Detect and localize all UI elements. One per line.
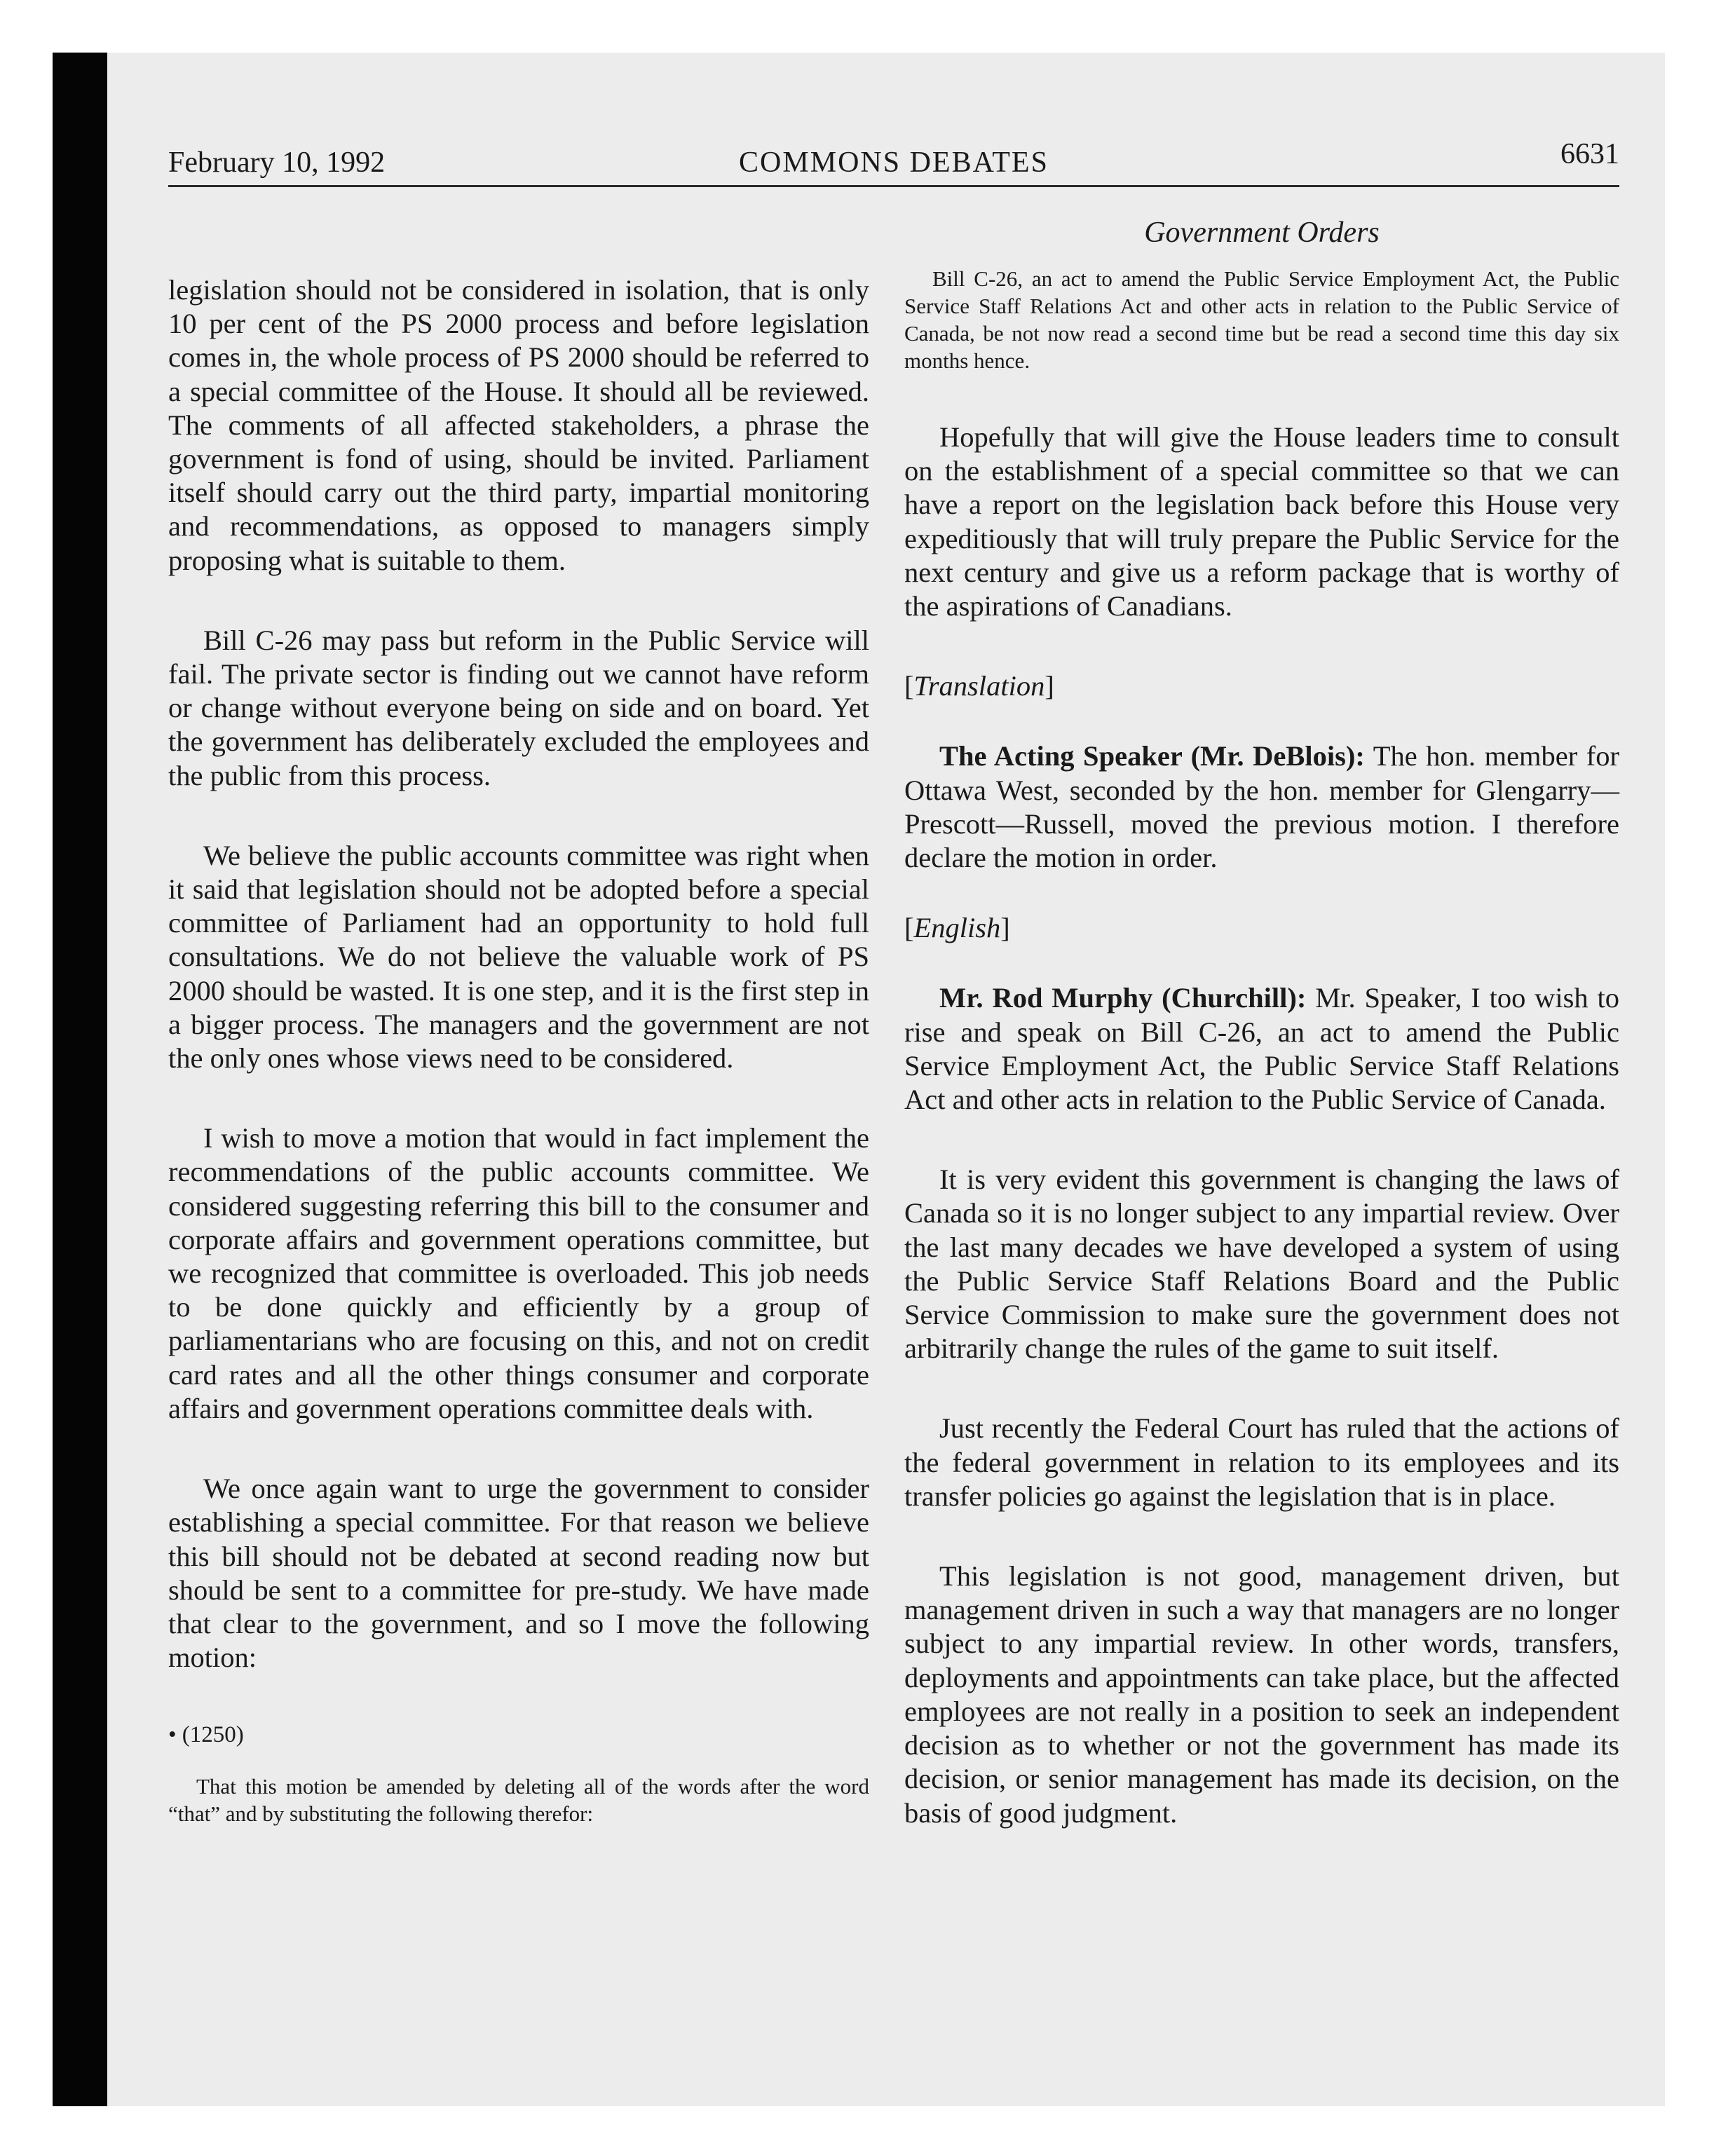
paragraph: This legislation is not good, management driven, but management driven in such a way that managers are no longer subject to any impartial review. In other words, transfers, deployments and appointments can take place, but the affected employees are not really in a position to seek an independent decision as to whether or not the government has made its decision, or senior management has made its decision, on the basis of good judgment. (904, 1560, 1619, 1829)
paragraph: It is very evident this government is changing the laws of Canada so it is no longer subject to any impartial review. Over the last many decades we have developed a system of using the Public Service Staff Relations Board and the Public Service Commission to make sure the government does not arbitrarily change the rules of the game to suit itself. (904, 1164, 1619, 1365)
paragraph: Just recently the Federal Court has ruled that the actions of the federal government in relation to its employees and its transfer policies go against the legislation that is in place. (904, 1412, 1619, 1512)
translation-tag-text: Translation (913, 670, 1045, 702)
header-publication: COMMONS DEBATES (739, 146, 1049, 179)
scan-binding-edge (53, 53, 107, 2106)
english-tag-text: English (913, 912, 1001, 944)
bill-quote: Bill C-26, an act to amend the Public Service Employment Act, the Public Service Staff Relations Act and other acts in relation to the Public Service of Canada, be not now read a second time but be read a second time this day six months hence. (904, 266, 1619, 373)
header-date: February 10, 1992 (168, 146, 386, 179)
page-header (168, 140, 1619, 187)
left-column (168, 273, 869, 1942)
paragraph: We once again want to urge the government to consider establishing a special committee. For that reason we believe this bill should not be debated at second reading now but should be sent to a committee for pre-study. We have made that clear to the government, and so I move the following motion: (168, 1473, 869, 1674)
paragraph: Bill C-26 may pass but reform in the Public Service will fail. The private sector is finding out we cannot have reform or change without everyone being on side and on board. Yet the government has deliberately excluded the employees and the public from this process. (168, 624, 869, 791)
translation-tag: [Translation] (904, 670, 1054, 702)
motion-quote: That this motion be amended by deleting all of the words after the word “that” and by substituting the following therefor: (168, 1774, 869, 1827)
paragraph: Hopefully that will give the House leaders time to consult on the establishment of a special committee so that we can have a report on the legislation back before this House very expeditiously that will truly prepare the Public Service for the next century and give us a reform package that is worthy of the aspirations of Canadians. (904, 421, 1619, 622)
english-tag: [English] (904, 912, 1010, 944)
paragraph: I wish to move a motion that would in fact implement the recommendations of the public accounts committee. We considered suggesting referring this bill to the consumer and corporate affairs and government operations committee, but we recognized that committee is overloaded. This job needs to be done quickly and efficiently by a group of parliamentarians who are focusing on this, and not on credit card rates and all the other things consumer and corporate affairs and government operations committee deals with. (168, 1122, 869, 1424)
paragraph: We believe the public accounts committee was right when it said that legislation should not be adopted before a special committee of Parliament had an opportunity to hold full consultations. We do not believe the valuable work of PS 2000 should be wasted. It is one step, and it is the first step in a bigger process. The managers and the government are not the only ones whose views need to be considered. (168, 839, 869, 1074)
time-marker: • (1250) (168, 1722, 244, 1748)
speaker-text: The hon. member for Ottawa West, seconded by the hon. member for Glengarry—Prescott—Russell, moved the previous motion. I therefore declare the motion in order. (904, 740, 1620, 874)
speaker-name: The Acting Speaker (Mr. DeBlois): (939, 740, 1365, 772)
right-column (904, 265, 1619, 1933)
speaker-paragraph (904, 981, 1619, 1117)
speaker-paragraph (904, 739, 1619, 875)
header-page-number: 6631 (1560, 138, 1619, 170)
speaker-text: Mr. Speaker, I too wish to rise and speak on Bill C-26, an act to amend the Public Service Employment Act, the Public Service Staff Relations Act and other acts in relation to the Public Service of Canada. (904, 982, 1619, 1116)
speaker-name: Mr. Rod Murphy (Churchill): (939, 982, 1307, 1014)
section-title: Government Orders (1144, 217, 1380, 249)
paragraph: legislation should not be considered in isolation, that is only 10 per cent of the PS 2000 process and before legislation comes in, the whole process of PS 2000 should be referred to a special committee of the House. It should all be reviewed. The comments of all affected stakeholders, a phrase the government is fond of using, should be invited. Parliament itself should carry out the third party, impartial monitoring and recommendations, as opposed to managers simply proposing what is suitable to them. (168, 274, 869, 576)
